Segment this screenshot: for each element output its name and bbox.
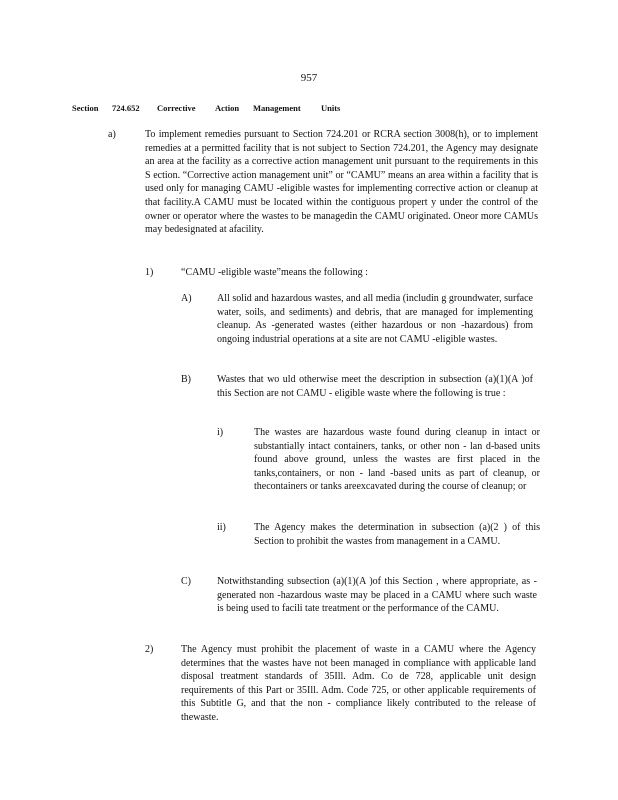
section-title-word-1: Corrective xyxy=(157,103,196,113)
item-2-label: 2) xyxy=(145,644,154,655)
item-1B-text: Wastes that wo uld otherwise meet the description in subsection (a)(1)(A )of this Section are not CAMU - eligible waste where the following is true : xyxy=(217,374,533,399)
item-1C-text: Notwithstanding subsection (a)(1)(A )of this Section , where appropriate, as -generated non -hazardous waste may be placed in a CAMU where such waste is being used to facili tate treatment or the performance of the CAMU. xyxy=(217,576,537,615)
subsection-a-label: a) xyxy=(108,129,116,140)
item-1B-label: B) xyxy=(181,374,191,385)
item-1Bii-text: The Agency makes the determination in subsection (a)(2 ) of this Section to prohibit the wastes from management in a CAMU. xyxy=(254,522,540,547)
item-1A-text: All solid and hazardous wastes, and all media (includin g groundwater, surface water, soils, and sediments) and debris, that are managed for implementing cleanup. As -generated wastes (either hazardous or non -hazardous) from ongoing industrial operations at a site are not CAMU -eligible wastes. xyxy=(217,293,533,345)
page-number: 957 xyxy=(300,72,318,84)
subsection-a-text: To implement remedies pursuant to Section 724.201 or RCRA section 3008(h), or to implement remedies at a permitted facility that is not subject to Section 724.201, the Agency may designate an area at the facility as a corrective action management unit pursuant to the requirements in this S ection. “Corrective action management unit” or “CAMU” means an area within a facility that is used only for managing CAMU -eligible wastes for implementing corrective action or cleanup at that facility.A CAMU must be located within the contiguous propert y under the control of the owner or operator where the wastes to be managedin the CAMU originated. Oneor more CAMUs may bedesignated at afacility. xyxy=(145,129,538,236)
section-title-word-4: Units xyxy=(321,103,341,113)
section-title-word-2: Action xyxy=(215,103,240,113)
section-title-word-3: Management xyxy=(253,103,301,113)
section-word: Section xyxy=(72,103,99,113)
item-1-text: “CAMU -eligible waste”means the following : xyxy=(181,267,368,278)
item-1Bi-text: The wastes are hazardous waste found during cleanup in intact or substantially intact containers, tanks, or other non - lan d-based units found above ground, unless the wastes are first placed in the tanks,containers, or non - land -based units as part of cleanup, or thecontainers or tanks areexcavated during the course of cleanup; or xyxy=(254,427,540,493)
item-1Bii-label: ii) xyxy=(217,522,226,533)
section-number: 724.652 xyxy=(112,103,140,113)
item-1Bi-label: i) xyxy=(217,427,224,438)
item-1C-label: C) xyxy=(181,576,191,587)
section-heading xyxy=(72,103,552,113)
item-2-text: The Agency must prohibit the placement of waste in a CAMU where the Agency determines that the wastes have not been managed in compliance with applicable land disposal treatment standards of 35Ill. Adm. Co de 728, applicable unit design requirements of this Part or 35Ill. Adm. Code 725, or other applicable requirements of this Subtitle G, and that the non - compliance likely contributed to the release of thewaste. xyxy=(181,644,536,723)
item-1-label: 1) xyxy=(145,267,154,278)
item-1A-label: A) xyxy=(181,293,192,304)
